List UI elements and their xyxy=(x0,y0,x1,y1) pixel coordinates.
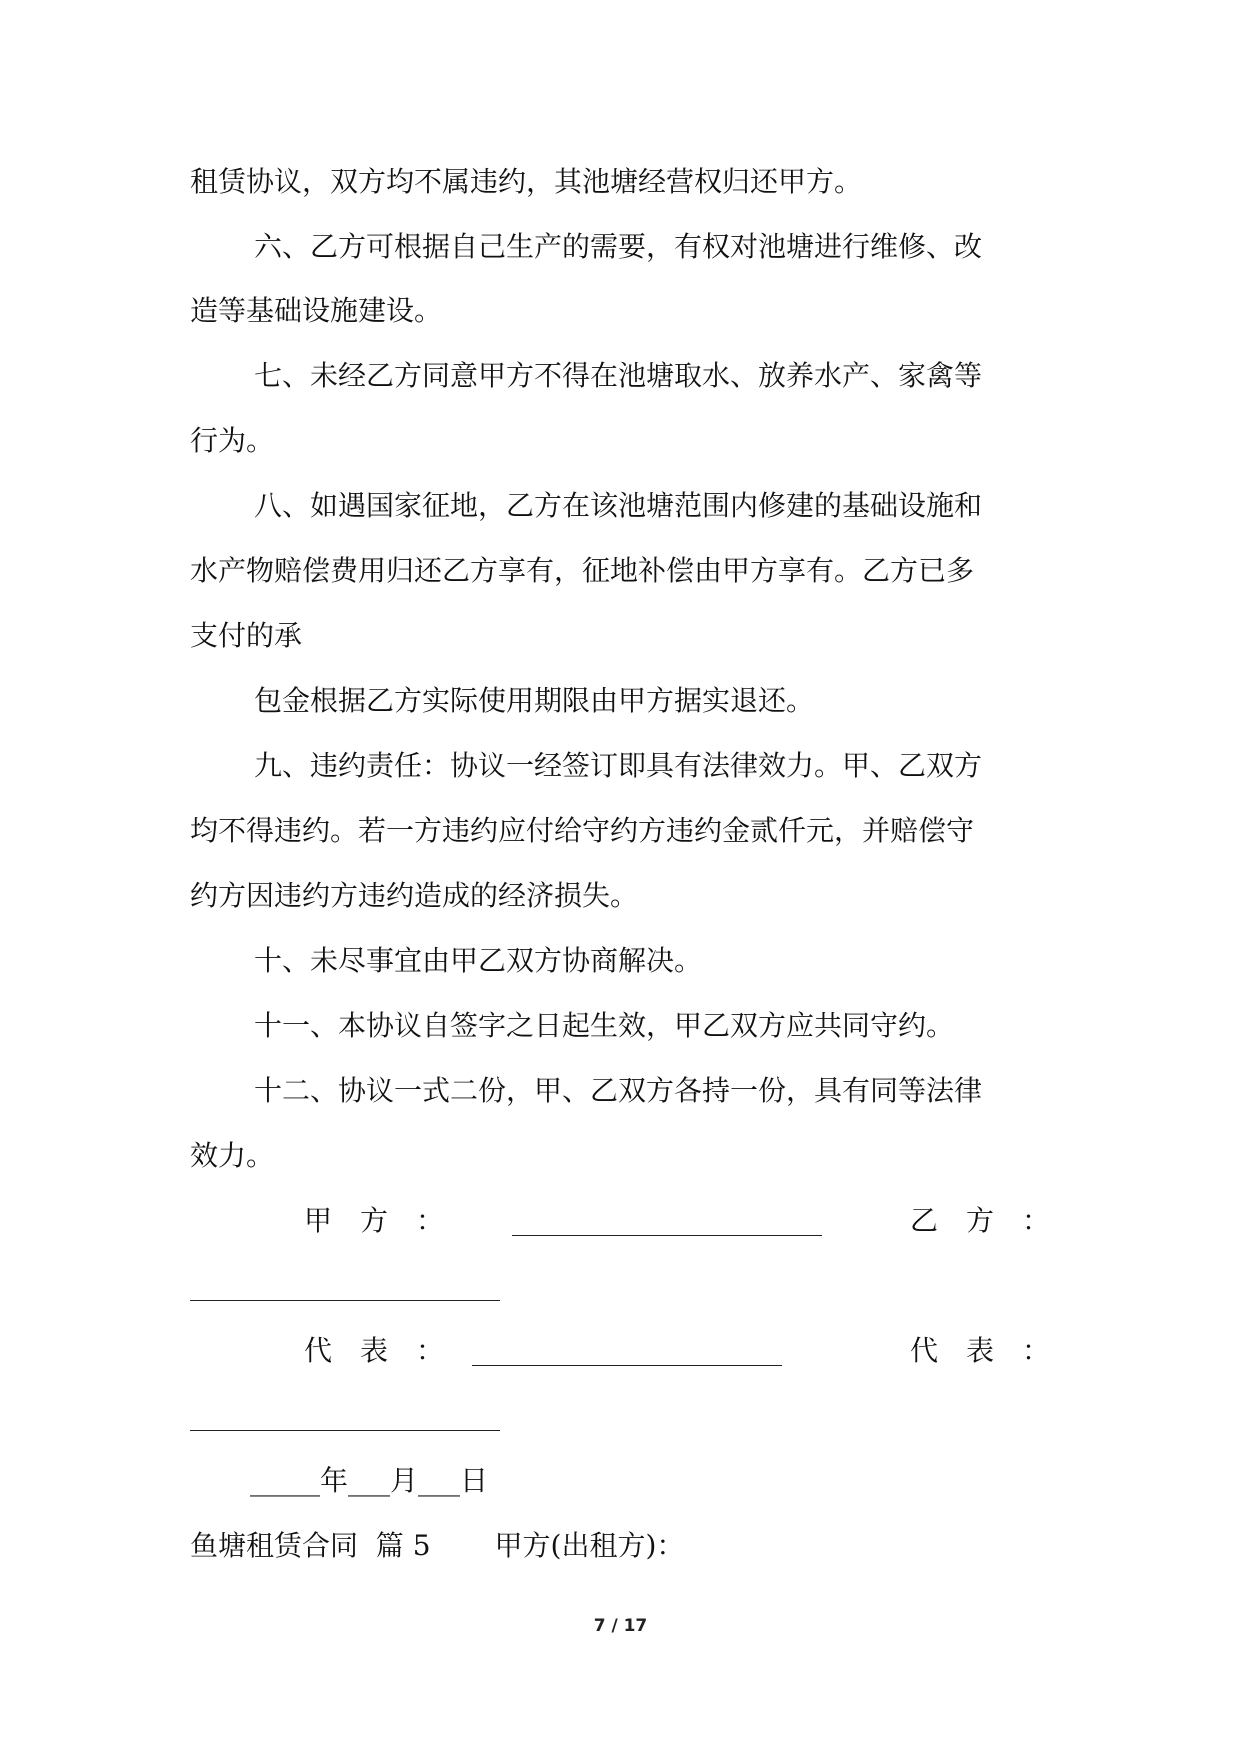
paragraph-line: 效力。 xyxy=(190,1139,275,1172)
paragraph-line: 造等基础设施建设。 xyxy=(190,294,443,327)
clause-twelve-line: 十二、协议一式二份，甲、乙双方各持一份，具有同等法律 xyxy=(254,1074,983,1107)
party-b-label: 乙 方 ： xyxy=(910,1204,1051,1237)
rep-a-signature-line[interactable] xyxy=(472,1365,782,1366)
section-title: 鱼塘租赁合同 篇 5 xyxy=(190,1529,431,1562)
paragraph-line: 支付的承 xyxy=(190,619,303,652)
paragraph-line: 均不得违约。若一方违约应付给守约方违约金贰仟元，并赔偿守 xyxy=(190,814,975,847)
paragraph-line: 约方因违约方违约造成的经济损失。 xyxy=(190,879,639,912)
clause-eight-line: 八、如遇国家征地，乙方在该池塘范围内修建的基础设施和 xyxy=(254,489,983,522)
rep-b-signature-line[interactable] xyxy=(190,1430,500,1431)
page-number: 7 / 17 xyxy=(593,1616,648,1636)
lessor-label: 甲方(出租方)： xyxy=(494,1529,685,1562)
party-a-signature-line[interactable] xyxy=(512,1235,822,1236)
clause-seven-line: 七、未经乙方同意甲方不得在池塘取水、放养水产、家禽等 xyxy=(254,359,983,392)
clause-nine-line: 九、违约责任：协议一经签订即具有法律效力。甲、乙双方 xyxy=(254,749,983,782)
paragraph-line: 包金根据乙方实际使用期限由甲方据实退还。 xyxy=(254,684,815,717)
clause-eleven-line: 十一、本协议自签字之日起生效，甲乙双方应共同守约。 xyxy=(254,1009,955,1042)
paragraph-line: 租赁协议，双方均不属违约，其池塘经营权归还甲方。 xyxy=(190,165,863,198)
paragraph-line: 行为。 xyxy=(190,424,275,457)
clause-ten-line: 十、未尽事宜由甲乙双方协商解决。 xyxy=(254,944,703,977)
party-a-label: 甲 方 ： xyxy=(304,1204,445,1237)
rep-a-label: 代 表 ： xyxy=(304,1334,445,1367)
party-b-signature-line[interactable] xyxy=(190,1300,500,1301)
rep-b-label: 代 表 ： xyxy=(910,1334,1051,1367)
paragraph-line: 水产物赔偿费用归还乙方享有，征地补偿由甲方享有。乙方已多 xyxy=(190,554,975,587)
date-line: _____年___月___日 xyxy=(250,1464,489,1497)
next-section-heading xyxy=(190,1529,684,1563)
clause-six-line: 六、乙方可根据自己生产的需要，有权对池塘进行维修、改 xyxy=(254,230,983,263)
